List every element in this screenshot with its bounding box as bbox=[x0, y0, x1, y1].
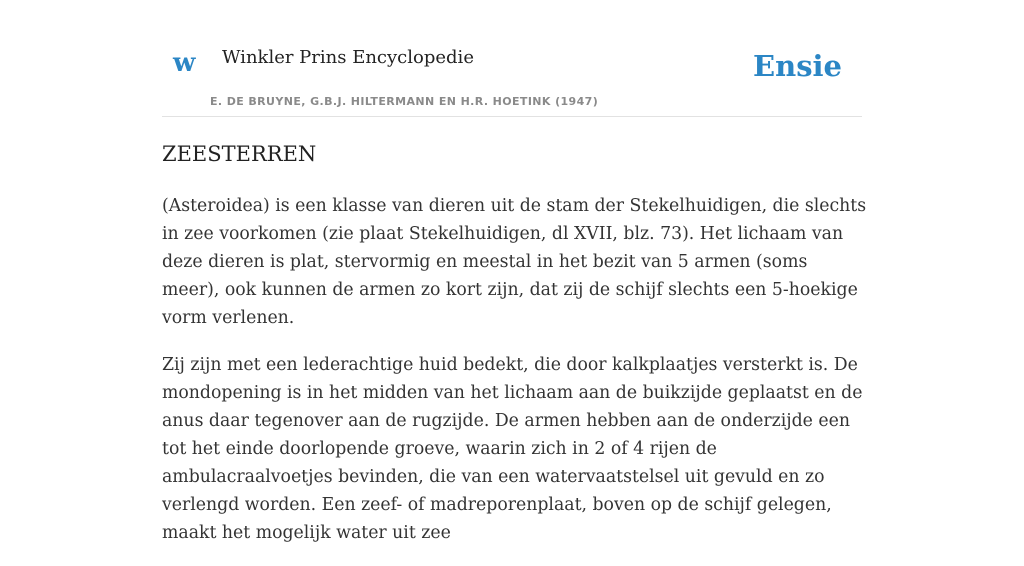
source-authors: E. DE BRUYNE, G.B.J. HILTERMANN EN H.R. HOETINK (1947) bbox=[210, 95, 599, 108]
ensie-logo-link[interactable]: Ensie bbox=[753, 49, 842, 83]
article-paragraph: (Asteroidea) is een klasse van dieren uit de stam der Stekelhuidigen, die slechts in zee voorkomen (zie plaat Stekelhuidigen, dl XVII, blz. 73). Het lichaam van deze dieren is plat, stervormig en meestal in het bezit van 5 armen (soms meer), ook kunnen de armen zo kort zijn, dat zij de schijf slechts een 5-hoekige vorm verlenen. bbox=[162, 196, 867, 328]
article-paragraph: Zij zijn met een lederachtige huid bedekt, die door kalkplaatjes versterkt is. De mondopening is in het midden van het lichaam aan de buikzijde geplaatst en de anus daar tegenover aan de rugzijde. De armen hebben aan de onderzijde een tot het einde doorlopende groeve, waarin zich in 2 of 4 rijen de ambulacraalvoetjes bevinden, die van een watervaatstelsel uit gevuld en zo verlengd worden. Een zeef- of madreporenplaat, boven op de schijf gelegen, maakt het mogelijk water uit zee bbox=[162, 355, 863, 543]
article-title: ZEESTERREN bbox=[162, 142, 317, 166]
winkler-prins-logo[interactable]: w bbox=[173, 48, 196, 78]
source-header bbox=[162, 0, 862, 117]
article-body bbox=[162, 192, 867, 566]
source-title[interactable]: Winkler Prins Encyclopedie bbox=[222, 47, 474, 68]
